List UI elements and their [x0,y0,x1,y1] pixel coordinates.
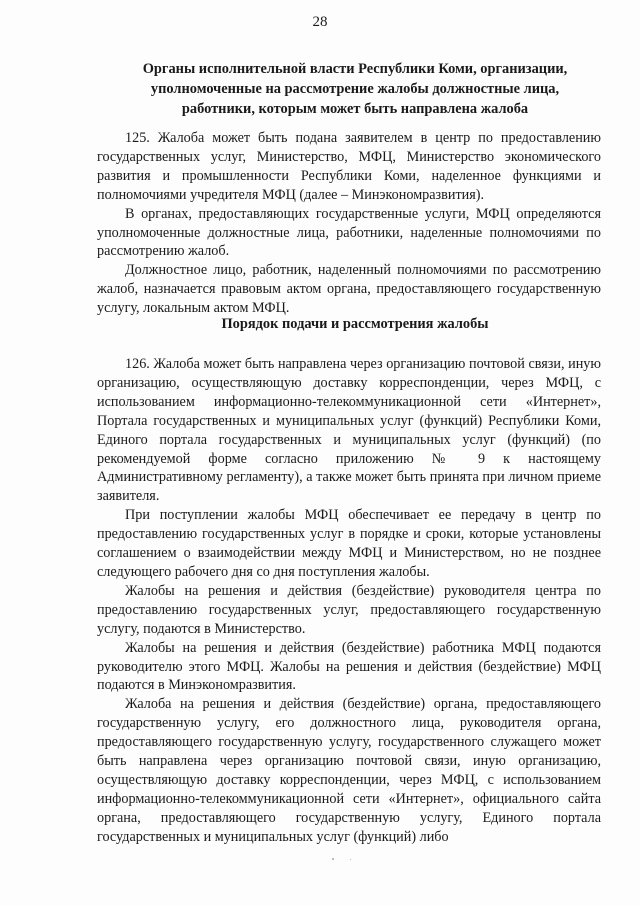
paragraph-center-head-complaints: Жалобы на решения и действия (бездействие) руководителя центра по предоставлению государственных услуг, предоставляющего государственную услугу, подаются в Министерство. [97,582,601,637]
paragraph-mfc-transfer: При поступлении жалобы МФЦ обеспечивает ее передачу в центр по предоставлению государственных услуг в порядке и сроки, которые установлены соглашением о взаимодействии между МФЦ и Министерством, но не позднее следующего рабочего дня со дня поступления жалобы. [97,507,601,580]
paragraph-126: 126. Жалоба может быть направлена через организацию почтовой связи, иную организацию, осуществляющую доставку корреспонденции, через МФЦ, с использованием информационно-телекоммуникационной сети «Интернет», Портала государственных и муниципальных услуг (функций) Республики Коми, Единого портала государственных и муниципальных услуг (функций) (по рекомендуемой форме согласно приложению № 9 к настоящему Административному регламенту), а также может быть принята при личном приеме заявителя. [97,356,601,505]
paragraph-authorized-officials: В органах, предоставляющих государственные услуги, МФЦ определяются уполномоченные должностные лица, работники, наделенные полномочиями по рассмотрению жалоб. [97,205,601,260]
scan-speck [350,859,351,860]
section-body-complaint-recipients [97,129,601,318]
paragraph-125: 125. Жалоба может быть подана заявителем в центр по предоставлению государственных услуг, Министерство, МФЦ, Министерство экономического развития и промышленности Республики Коми, наделенное функциями и полномочиями учредителя МФЦ (далее – Минэкономразвития). [97,130,601,203]
paragraph-official-appointment: Должностное лицо, работник, наделенный полномочиями по рассмотрению жалоб, назначается правовым актом органа, предоставляющего государственную услугу, локальным актом МФЦ. [97,262,601,317]
paragraph-mfc-worker-complaints: Жалобы на решения и действия (бездействие) работника МФЦ подаются руководителю этого МФЦ. Жалобы на решения и действия (бездействие) МФЦ подаются в Минэкономразвития. [97,639,601,694]
page-number: 28 [312,14,328,30]
paragraph-agency-complaints: Жалоба на решения и действия (бездействие) органа, предоставляющего государственную услугу, его должностного лица, руководителя органа, предоставляющего государственную услугу, государственного служащего может быть направлена через организацию почтовой связи, иную организацию, осуществляющую доставку корреспонденции, через МФЦ, с использованием информационно-телекоммуникационной сети «Интернет», официального сайта органа, предоставляющего государственную услугу, Единого портала государственных и муниципальных услуг (функций) либо [97,696,601,845]
section-heading-complaint-procedure: Порядок подачи и рассмотрения жалобы [221,316,489,332]
section-body-complaint-procedure [97,355,601,847]
section-heading-complaint-recipients: Органы исполнительной власти Республики Коми, организации, уполномоченные на рассмотрение жалобы должностные лица, работники, которым может быть направлена жалоба [142,61,568,117]
scan-speck [332,858,334,860]
